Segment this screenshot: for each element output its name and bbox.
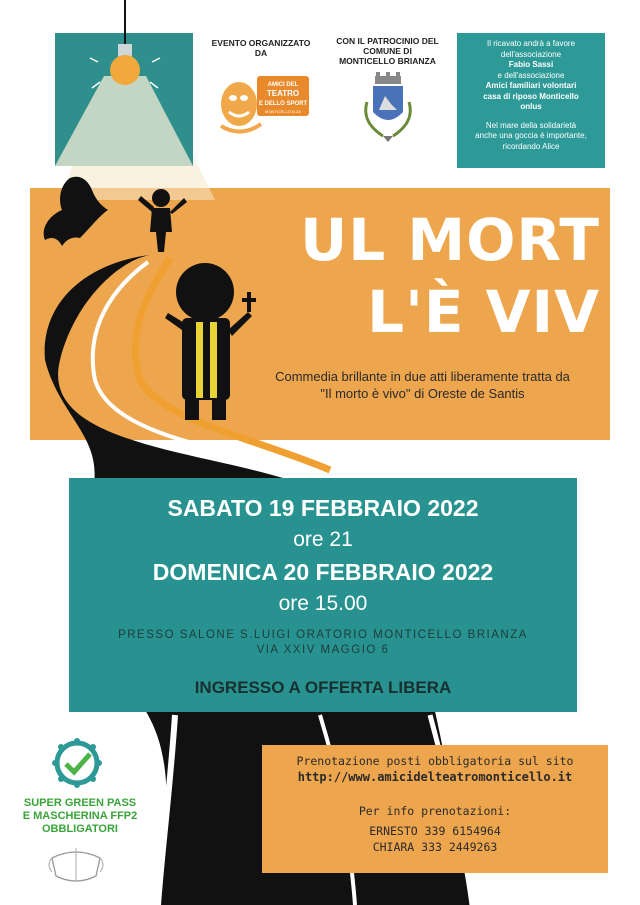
covid-line3: OBBLIGATORI [42,823,118,835]
booking-url-link[interactable]: http://www.amicidelteatromonticello.it [297,770,573,784]
charity-line4: e dell'associazione [497,70,565,80]
coat-of-arms-icon [353,72,423,154]
subtitle-line2: "Il morto è vivo" di Oreste de Santis [320,386,525,401]
charity-line10: ricordando Alice [502,141,560,151]
theater-masks-logo [211,64,311,144]
organizer-logo-text-2: TEATRO [266,89,300,98]
booking-contact1: ERNESTO 339 6154964 [369,824,501,838]
organizer-logo-text-4: MONTICELLO B.ZA [264,109,302,114]
charity-line9: anche una goccia è importante, [475,131,587,140]
organizer-heading-line1: EVENTO ORGANIZZATO [211,38,311,48]
date-saturday: SABATO 19 FEBBRAIO 2022 [167,495,479,521]
organizer-logo-text-3: E DELLO SPORT [258,101,308,107]
booking-contact2: CHIARA 333 2449263 [372,840,498,854]
booking-line1: Prenotazione posti obbligatoria sul sito [296,754,574,768]
dates-box [69,478,577,712]
time-sunday: ore 15.00 [278,592,368,615]
subtitle-line1: Commedia brillante in due atti liberamente tratta da [275,369,570,384]
title-line1: UL MORT [300,206,600,274]
patronage-heading-line2: COMUNE DI [363,46,412,56]
covid-requirement [14,797,146,836]
booking-info-heading: Per info prenotazioni: [358,804,512,818]
covid-line1: SUPER GREEN PASS [23,797,137,809]
patronage-heading-line3: MONTICELLO BRIANZA [339,56,436,66]
venue-line1: PRESSO SALONE S.LUIGI ORATORIO MONTICELLO BRIANZA [118,629,528,641]
covid-virus-check-icon [46,732,108,794]
charity-line2: dell'associazione [500,49,562,59]
subtitle [240,368,605,402]
title-line2: L'È VIV [367,278,600,346]
date-sunday: DOMENICA 20 FEBBRAIO 2022 [152,559,494,585]
charity-line1: Il ricavato andrà a favore [486,39,576,48]
charity-line8: Nel mare della solidarietà [485,120,577,130]
venue-line2: VIA XXIV MAGGIO 6 [256,644,390,656]
organizer-heading-line2: DA [254,48,268,58]
charity-line5: Amici familiari volontari [485,81,577,90]
organizer-logo-text-1: AMICI DEL [267,82,299,88]
entry-note: INGRESSO A OFFERTA LIBERA [194,678,452,697]
face-mask-icon [46,844,106,886]
light-bulb-icon [110,55,140,85]
charity-info-box [457,33,605,168]
time-saturday: ore 21 [293,528,353,551]
charity-line7: onlus [520,102,542,111]
covid-line2: E MASCHERINA FFP2 [22,810,138,822]
charity-line6: casa di riposo Monticello [483,91,579,101]
charity-line3: Fabio Sassi [508,60,554,69]
organizer-block [205,38,317,166]
patronage-block [330,36,445,166]
patronage-heading-line1: CON IL PATROCINIO DEL [336,36,439,46]
booking-box [262,745,608,873]
